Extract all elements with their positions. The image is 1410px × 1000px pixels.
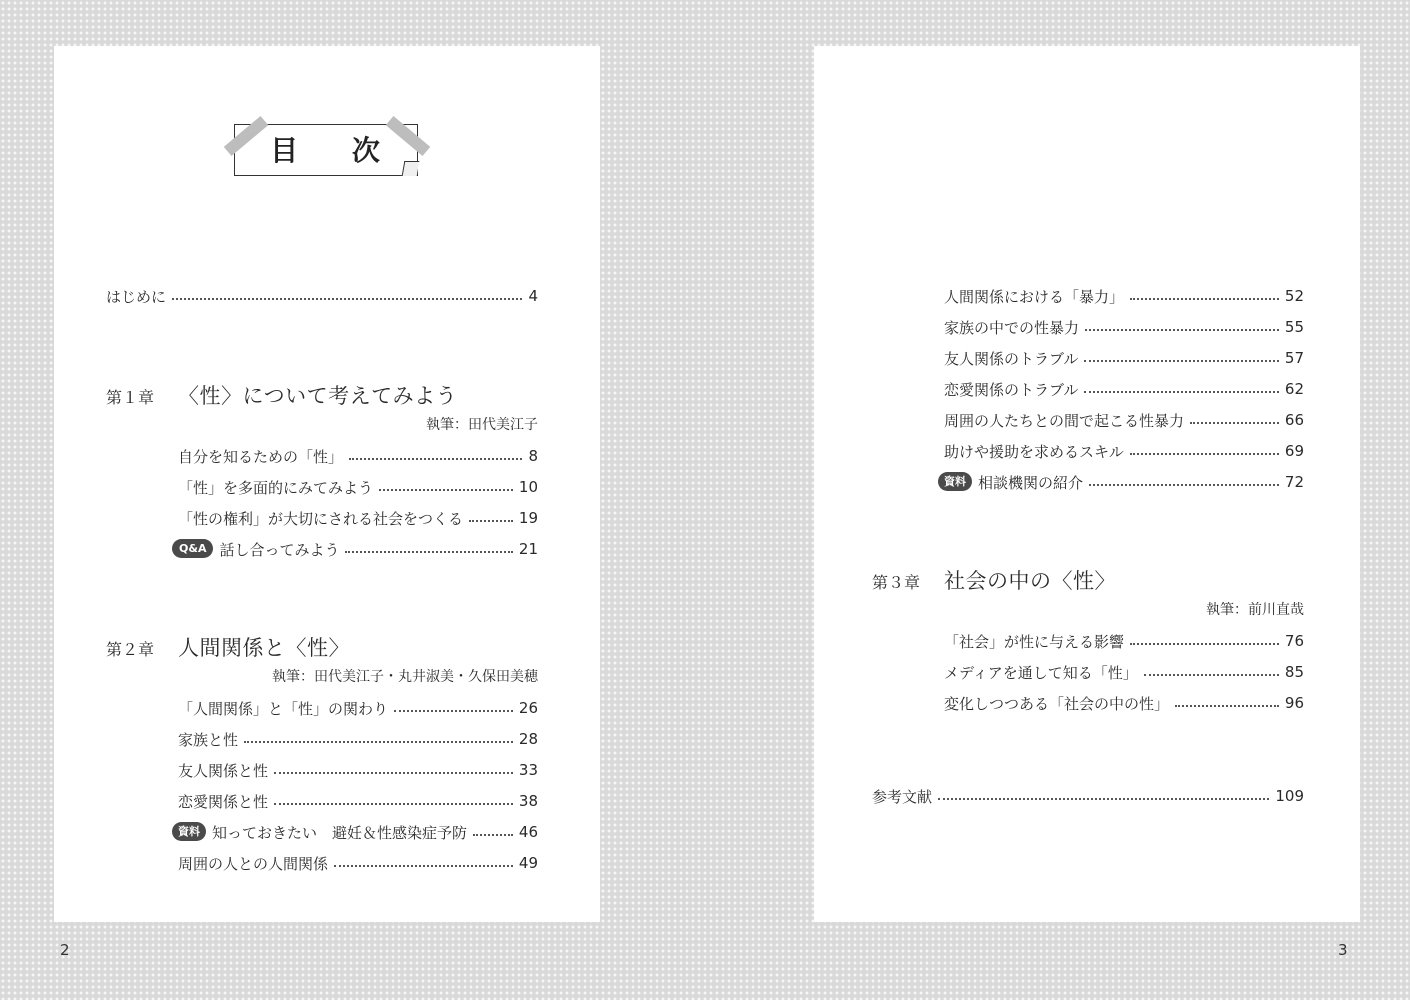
entry-label: 家族の中での性暴力: [944, 318, 1080, 337]
leader-dots: [172, 298, 522, 300]
entry-label: 「人間関係」と「性」の関わり: [178, 699, 389, 718]
toc-entry[interactable]: [944, 285, 1304, 307]
toc-title-plate: [234, 124, 424, 178]
leader-dots: [274, 803, 513, 805]
entry-page: 66: [1284, 411, 1304, 429]
entry-label: 家族と性: [178, 730, 239, 749]
chapter-author: 執筆：前川直哉: [1206, 602, 1304, 618]
entry-page: 46: [518, 823, 538, 841]
toc-entry[interactable]: [178, 759, 538, 781]
toc-entry[interactable]: [944, 661, 1304, 683]
leader-dots: [379, 489, 513, 491]
chapter-title: 社会の中の〈性〉: [944, 569, 1116, 593]
entry-page: 38: [518, 792, 538, 810]
toc-entry[interactable]: [944, 378, 1304, 400]
entry-page: 72: [1284, 473, 1304, 491]
chapter-heading-1[interactable]: [106, 380, 457, 410]
leader-dots: [1175, 705, 1279, 707]
leader-dots: [1190, 422, 1279, 424]
entry-page: 28: [518, 730, 538, 748]
entry-label: 変化しつつある「社会の中の性」: [944, 694, 1170, 713]
entry-label: 知っておきたい 避妊＆性感染症予防: [212, 823, 468, 842]
entry-page: 96: [1284, 694, 1304, 712]
entry-page: 21: [518, 540, 538, 558]
leader-dots: [345, 551, 512, 553]
leader-dots: [1089, 484, 1279, 486]
toc-entry-references[interactable]: [872, 785, 1304, 807]
chapter-heading-3[interactable]: [872, 565, 1116, 595]
entry-page: 4: [528, 287, 538, 305]
leader-dots: [1130, 298, 1279, 300]
leader-dots: [394, 710, 513, 712]
entry-label: 話し合ってみよう: [219, 540, 340, 559]
chapter-title: 人間関係と〈性〉: [178, 636, 350, 660]
entry-page: 85: [1284, 663, 1304, 681]
entry-page: 33: [518, 761, 538, 779]
leader-dots: [473, 834, 513, 836]
entry-label: 相談機関の紹介: [978, 473, 1084, 492]
toc-entry[interactable]: [178, 507, 538, 529]
chapter-author: 執筆：田代美江子: [426, 417, 538, 433]
leader-dots: [244, 741, 513, 743]
entry-label: 自分を知るための「性」: [178, 447, 344, 466]
entry-label: 「性の権利」が大切にされる社会をつくる: [178, 509, 464, 528]
leader-dots: [469, 520, 513, 522]
entry-page: 109: [1275, 787, 1304, 805]
toc-entry[interactable]: [178, 476, 538, 498]
leader-dots: [349, 458, 522, 460]
toc-entry[interactable]: [178, 852, 538, 874]
toc-entry[interactable]: [938, 471, 1304, 493]
entry-page: 8: [528, 447, 538, 465]
chapter-number: 第３章: [872, 573, 921, 592]
leader-dots: [1130, 453, 1279, 455]
toc-entry[interactable]: [944, 630, 1304, 652]
entry-label: 恋愛関係のトラブル: [944, 380, 1079, 399]
toc-entry[interactable]: [944, 347, 1304, 369]
entry-label: 「社会」が性に与える影響: [944, 632, 1125, 651]
document-badge: 資料: [172, 822, 206, 841]
chapter-number: 第１章: [106, 388, 155, 407]
entry-label: 恋愛関係と性: [178, 792, 269, 811]
entry-label: 周囲の人たちとの間で起こる性暴力: [944, 411, 1185, 430]
leader-dots: [1144, 674, 1279, 676]
folio-right: 3: [1338, 941, 1348, 959]
entry-label: 人間関係における「暴力」: [944, 287, 1125, 306]
entry-page: 19: [518, 509, 538, 527]
entry-page: 62: [1284, 380, 1304, 398]
entry-label: 周囲の人との人間関係: [178, 854, 329, 873]
leader-dots: [938, 798, 1269, 800]
toc-entry[interactable]: [178, 445, 538, 467]
leader-dots: [1130, 643, 1279, 645]
toc-entry[interactable]: [944, 409, 1304, 431]
toc-entry[interactable]: [944, 692, 1304, 714]
left-page: [54, 46, 600, 922]
entry-page: 57: [1284, 349, 1304, 367]
toc-entry-intro[interactable]: [106, 285, 538, 307]
folio-left: 2: [60, 941, 70, 959]
entry-page: 52: [1284, 287, 1304, 305]
entry-page: 76: [1284, 632, 1304, 650]
entry-page: 26: [518, 699, 538, 717]
leader-dots: [334, 865, 513, 867]
leader-dots: [274, 772, 513, 774]
chapter-author: 執筆：田代美江子・丸井淑美・久保田美穂: [272, 669, 538, 685]
entry-label: 友人関係のトラブル: [944, 349, 1079, 368]
chapter-heading-2[interactable]: [106, 632, 350, 662]
toc-entry[interactable]: [178, 697, 538, 719]
entry-page: 69: [1284, 442, 1304, 460]
entry-label: はじめに: [106, 287, 167, 306]
chapter-number: 第２章: [106, 640, 155, 659]
toc-entry[interactable]: [944, 440, 1304, 462]
document-badge: 資料: [938, 472, 972, 491]
toc-title: 目 次: [270, 134, 402, 167]
toc-entry[interactable]: [178, 728, 538, 750]
leader-dots: [1084, 360, 1279, 362]
entry-page: 10: [518, 478, 538, 496]
leader-dots: [1085, 329, 1279, 331]
toc-entry[interactable]: [944, 316, 1304, 338]
entry-label: 「性」を多面的にみてみよう: [178, 478, 374, 497]
entry-label: 参考文献: [872, 787, 933, 806]
entry-page: 55: [1284, 318, 1304, 336]
leader-dots: [1084, 391, 1279, 393]
entry-label: 友人関係と性: [178, 761, 269, 780]
entry-label: メディアを通して知る「性」: [944, 663, 1138, 682]
chapter-title: 〈性〉について考えてみよう: [178, 384, 458, 408]
toc-entry[interactable]: [172, 538, 538, 560]
qa-badge: Q&A: [172, 539, 213, 558]
entry-page: 49: [518, 854, 538, 872]
toc-entry[interactable]: [178, 790, 538, 812]
entry-label: 助けや援助を求めるスキル: [944, 442, 1124, 461]
toc-entry[interactable]: [172, 821, 538, 843]
right-page: [814, 46, 1360, 922]
